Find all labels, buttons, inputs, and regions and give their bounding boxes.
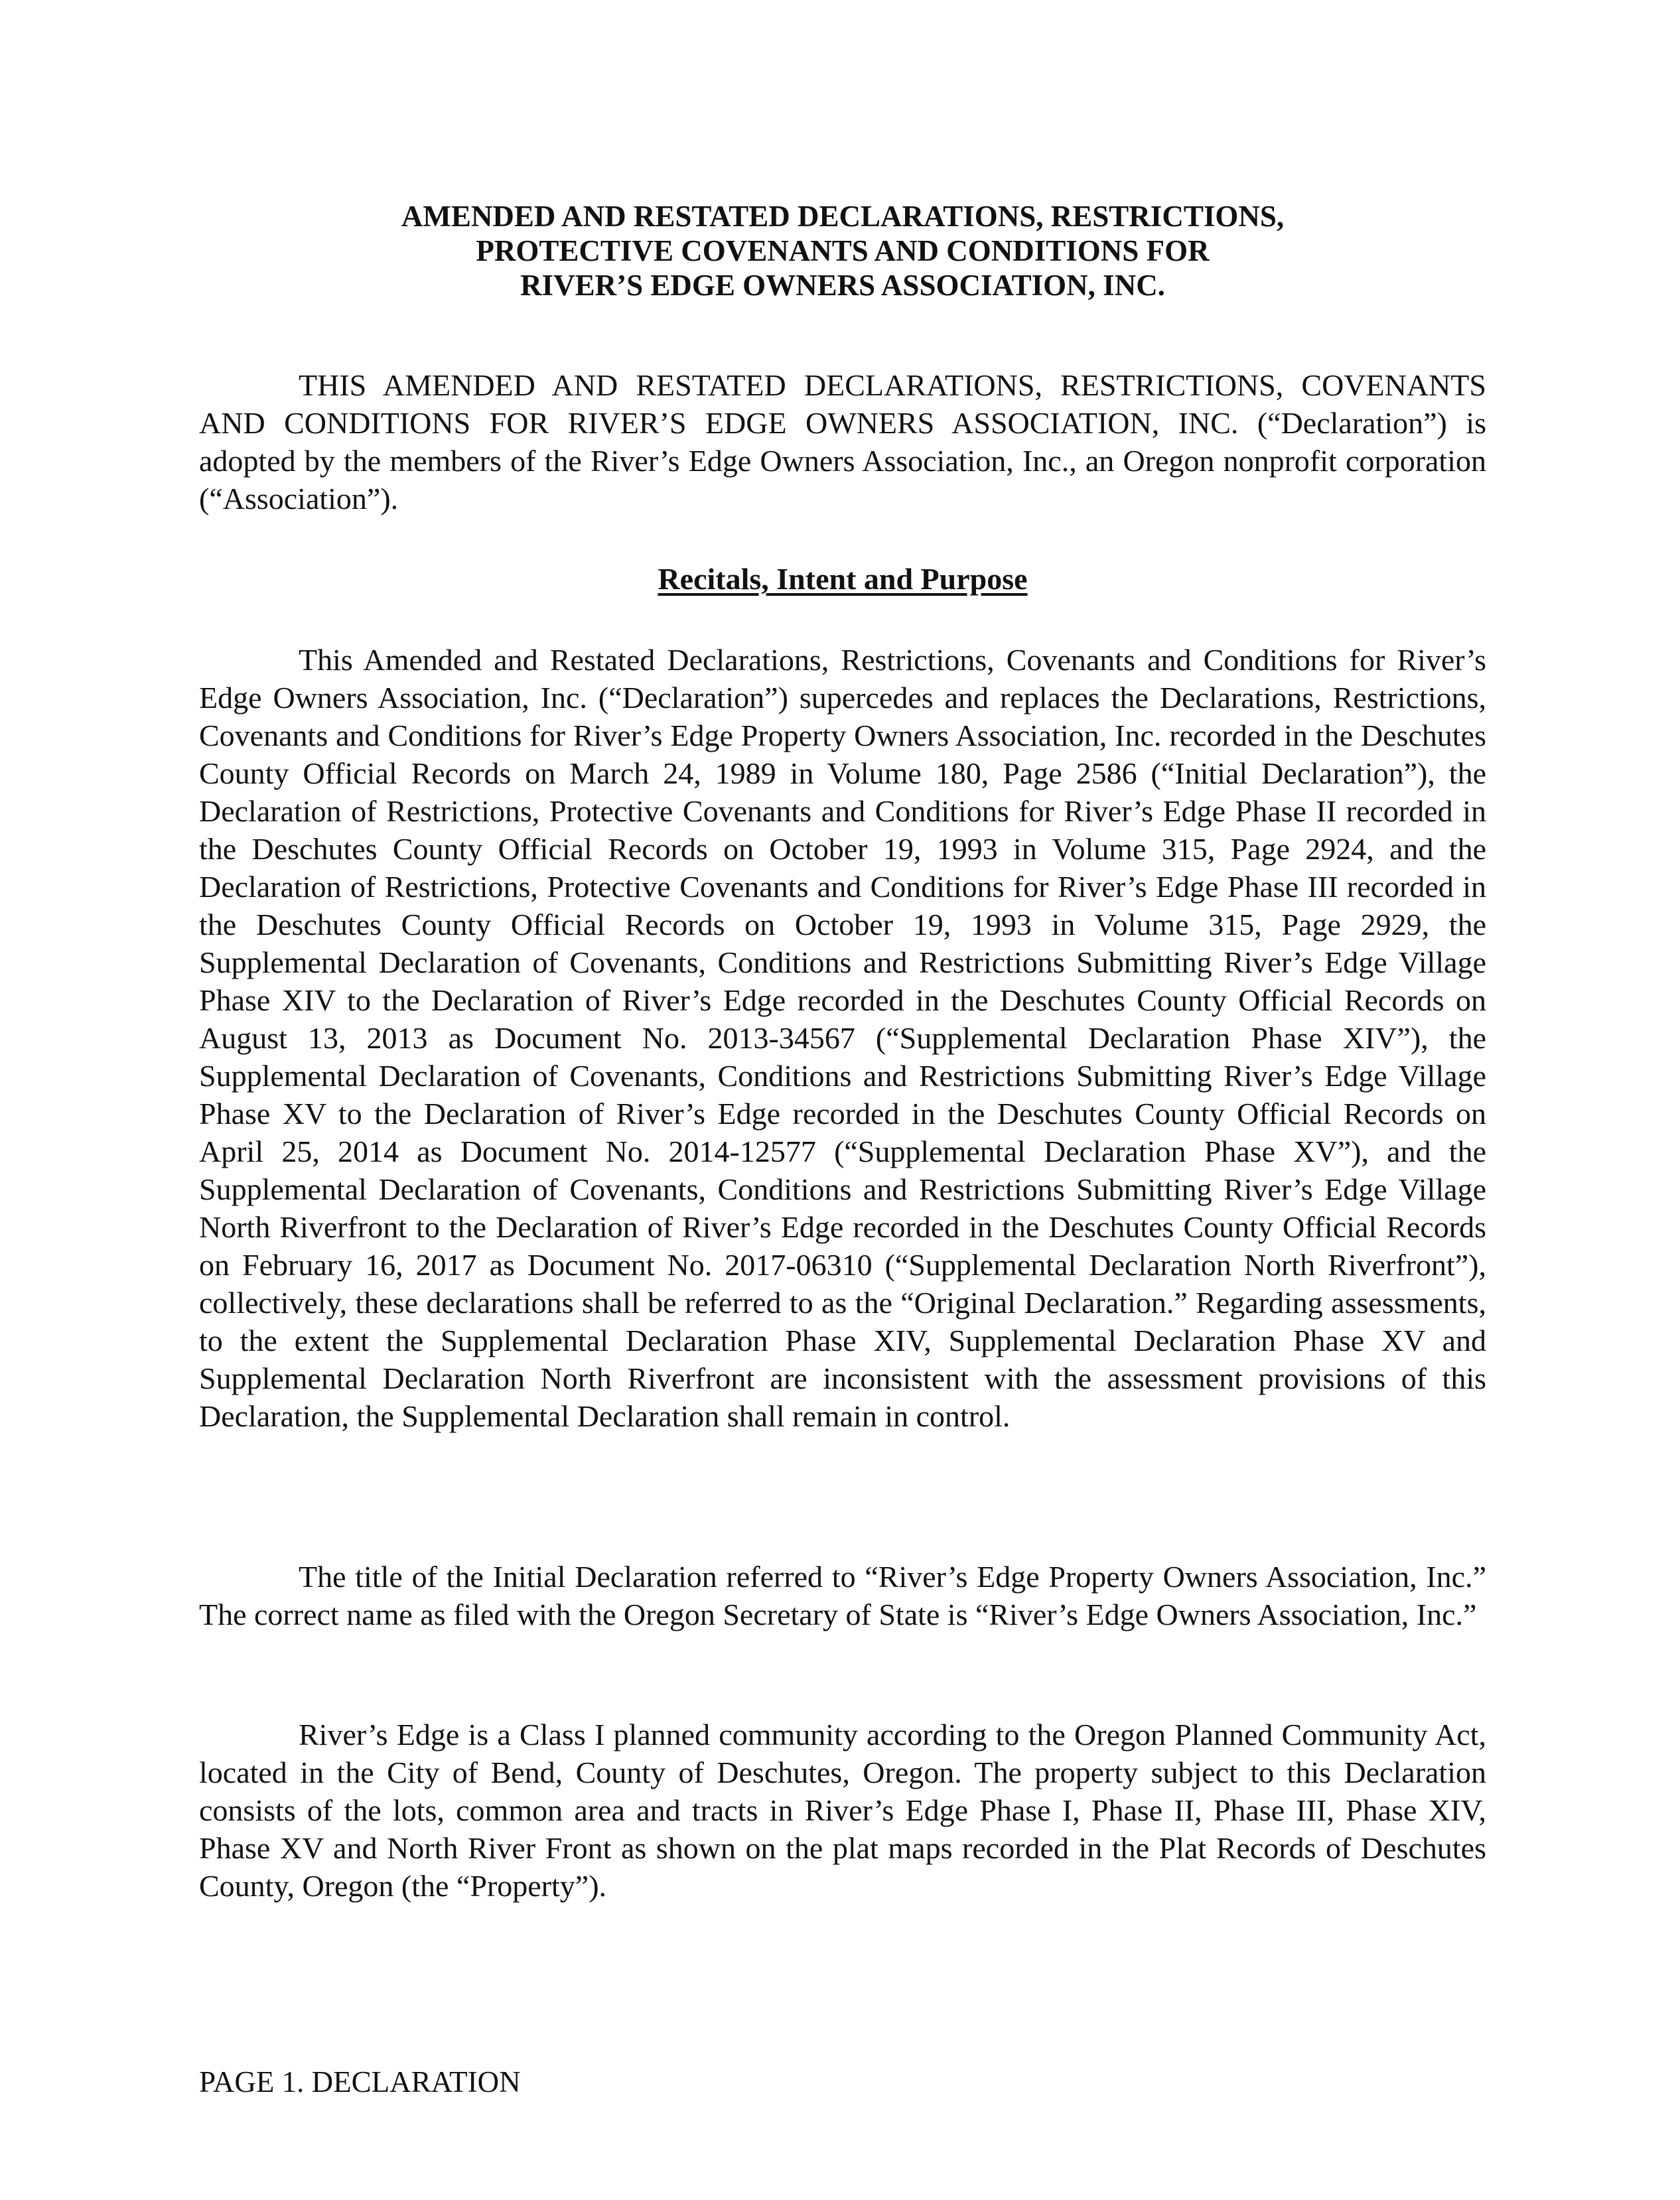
page-footer: PAGE 1. DECLARATION <box>199 2065 521 2098</box>
section-heading: Recitals, Intent and Purpose <box>658 562 1028 596</box>
title-line-1: AMENDED AND RESTATED DECLARATIONS, RESTRICTIONS, <box>401 200 1285 233</box>
document-title <box>199 199 1486 303</box>
intro-paragraph: THIS AMENDED AND RESTATED DECLARATIONS, RESTRICTIONS, COVENANTS AND CONDITIONS FOR RIVER’S EDGE OWNERS ASSOCIATION, INC. (“Declaration”) is adopted by the members of the River’s Edge Owners Association, Inc., an Oregon nonprofit corporation (“Association”). <box>199 368 1486 516</box>
title-line-3: RIVER’S EDGE OWNERS ASSOCIATION, INC. <box>520 269 1165 302</box>
title-note-paragraph: The title of the Initial Declaration referred to “River’s Edge Property Owners Association, Inc.” The correct name as filed with the Oregon Secretary of State is “River’s Edge Owners Association, Inc.” <box>199 1560 1486 1631</box>
title-line-2: PROTECTIVE COVENANTS AND CONDITIONS FOR <box>476 234 1210 267</box>
recitals-paragraph: This Amended and Restated Declarations, Restrictions, Covenants and Conditions for River’s Edge Owners Association, Inc. (“Declaration”) supercedes and replaces the Declarations, Restrictions, Covenants and Conditions for River’s Edge Property Owners Association, Inc. recorded in the Deschutes County Official Records on March 24, 1989 in Volume 180, Page 2586 (“Initial Declaration”), the Declaration of Restrictions, Protective Covenants and Conditions for River’s Edge Phase II recorded in the Deschutes County Official Records on October 19, 1993 in Volume 315, Page 2924, and the Declaration of Restrictions, Protective Covenants and Conditions for River’s Edge Phase III recorded in the Deschutes County Official Records on October 19, 1993 in Volume 315, Page 2929, the Supplemental Declaration of Covenants, Conditions and Restrictions Submitting River’s Edge Village Phase XIV to the Declaration of River’s Edge recorded in the Deschutes County Official Records on August 13, 2013 as Document No. 2013-34567 (“Supplemental Declaration Phase XIV”), the Supplemental Declaration of Covenants, Conditions and Restrictions Submitting River’s Edge Village Phase XV to the Declaration of River’s Edge recorded in the Deschutes County Official Records on April 25, 2014 as Document No. 2014-12577 (“Supplemental Declaration Phase XV”), and the Supplemental Declaration of Covenants, Conditions and Restrictions Submitting River’s Edge Village North Riverfront to the Declaration of River’s Edge recorded in the Deschutes County Official Records on February 16, 2017 as Document No. 2017-06310 (“Supplemental Declaration North Riverfront”), collectively, these declarations shall be referred to as the “Original Declaration.” Regarding assessments, to the extent the Supplemental Declaration Phase XIV, Supplemental Declaration Phase XV and Supplemental Declaration North Riverfront are inconsistent with the assessment provisions of this Declaration, the Supplemental Declaration shall remain in control. <box>199 643 1486 1433</box>
community-paragraph: River’s Edge is a Class I planned community according to the Oregon Planned Community Act, located in the City of Bend, County of Deschutes, Oregon. The property subject to this Declaration consists of the lots, common area and tracts in River’s Edge Phase I, Phase II, Phase III, Phase XIV, Phase XV and North River Front as shown on the plat maps recorded in the Plat Records of Deschutes County, Oregon (the “Property”). <box>199 1718 1486 1903</box>
